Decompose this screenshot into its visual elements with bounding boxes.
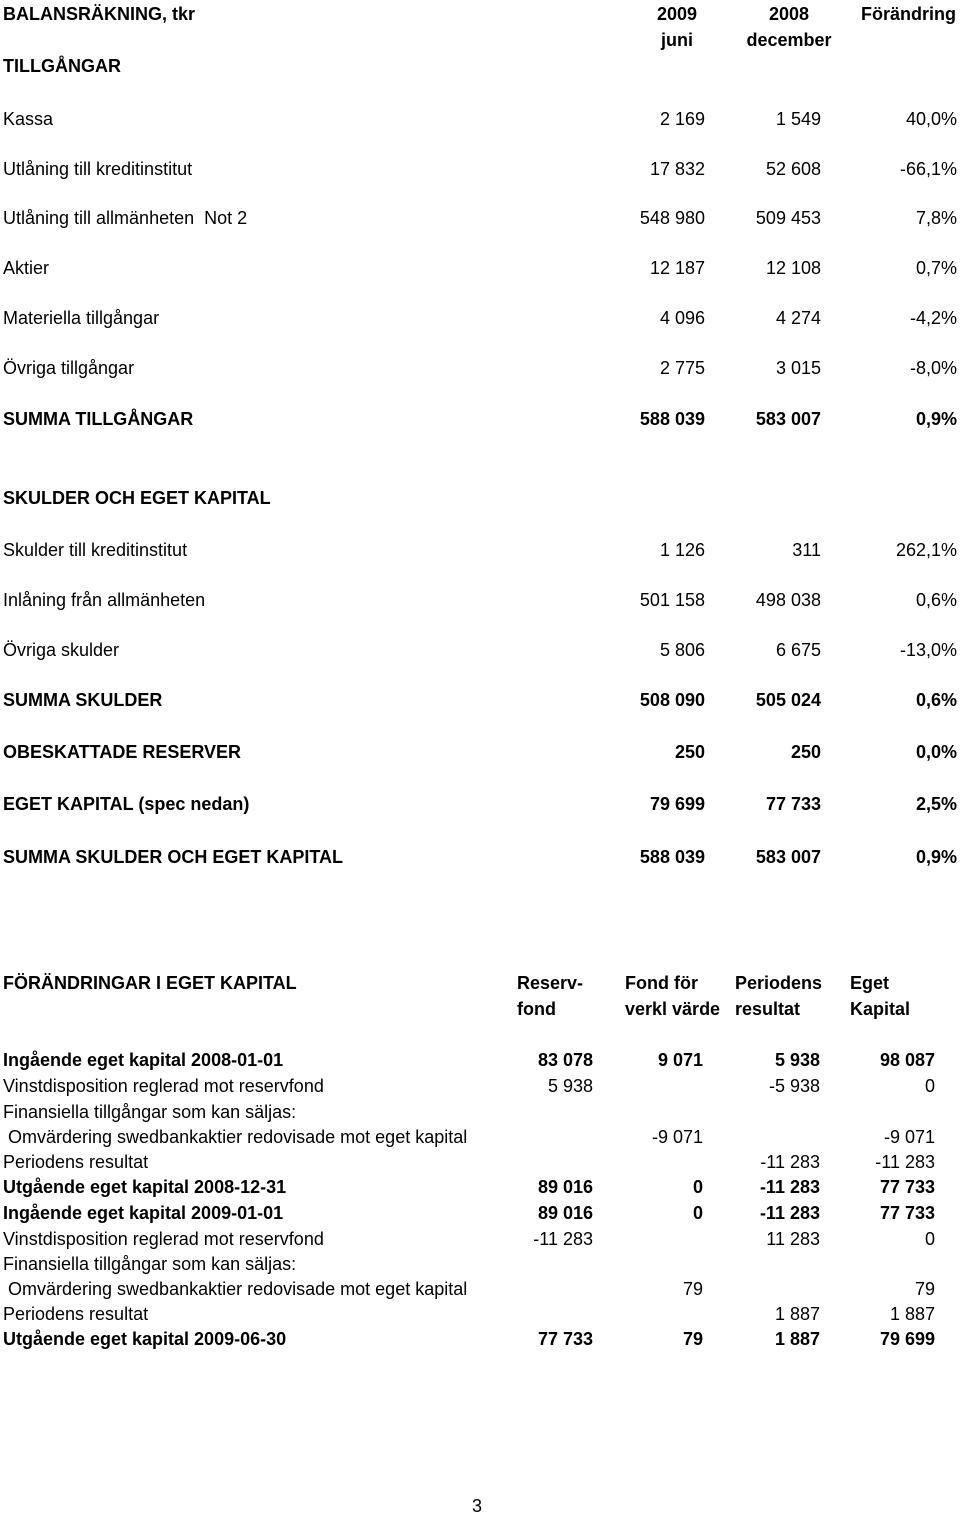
grand-total-row-value-2008: 583 007: [755, 847, 821, 867]
equity-row-fond: -9 071: [651, 1127, 703, 1147]
equity-row-eget: -9 071: [883, 1127, 935, 1147]
assets-total-row-label: SUMMA TILLGÅNGAR: [3, 409, 194, 429]
hdr-fond: Fond för: [625, 973, 698, 993]
asset-row-label: Utlåning till allmänheten Not 2: [3, 208, 248, 228]
asset-row-value-2008: 4 274: [775, 308, 821, 328]
reserves-row-change: 0,0%: [915, 742, 957, 762]
equity-row-period: 11 283: [766, 1229, 820, 1249]
equity-row-reserv: 77 733: [537, 1329, 593, 1349]
asset-row-label: Materiella tillgångar: [3, 308, 160, 328]
col-2008-subheader: december: [746, 30, 832, 50]
col-2009-subheader: juni: [661, 30, 693, 50]
asset-row-label: Kassa: [3, 109, 54, 129]
liability-row-value-2008: 311: [792, 540, 821, 560]
equity-row-fond: 9 071: [657, 1050, 703, 1070]
equity-row-value-2008: 77 733: [765, 794, 821, 814]
liability-row-label: Skulder till kreditinstitut: [3, 540, 188, 560]
equity-row-eget: 0: [924, 1076, 935, 1096]
hdr-eget-sub: Kapital: [850, 999, 911, 1019]
liability-row-value-2009: 1 126: [659, 540, 705, 560]
asset-row-change: -4,2%: [909, 308, 957, 328]
grand-total-row-label: SUMMA SKULDER OCH EGET KAPITAL: [3, 847, 343, 867]
equity-row-period: 5 938: [774, 1050, 820, 1070]
equity-changes-title: FÖRÄNDRINGAR I EGET KAPITAL: [3, 973, 297, 993]
asset-row-change: 7,8%: [915, 208, 957, 228]
liab-total-row-change: 0,6%: [915, 690, 957, 710]
liability-row-value-2009: 5 806: [659, 640, 705, 660]
reserves-row-value-2008: 250: [790, 742, 821, 762]
equity-row-label: Finansiella tillgångar som kan säljas:: [3, 1102, 297, 1122]
asset-row-value-2008: 509 453: [755, 208, 821, 228]
equity-row-eget: 77 733: [879, 1203, 935, 1223]
equity-row-label: Ingående eget kapital 2009-01-01: [3, 1203, 284, 1223]
equity-row-fond: 0: [692, 1177, 703, 1197]
equity-row-reserv: 5 938: [547, 1076, 593, 1096]
equity-row-label: Vinstdisposition reglerad mot reservfond: [3, 1076, 324, 1096]
page-number: 3: [471, 1496, 482, 1516]
equity-row-label: Utgående eget kapital 2009-06-30: [3, 1329, 287, 1349]
asset-row-value-2008: 1 549: [775, 109, 821, 129]
liability-row-change: 262,1%: [895, 540, 957, 560]
asset-row-change: 40,0%: [905, 109, 957, 129]
equity-row-label: EGET KAPITAL (spec nedan): [3, 794, 250, 814]
equity-row-label: Omvärdering swedbankaktier redovisade mot eget kapital: [3, 1279, 468, 1299]
hdr-fond-sub: verkl värde: [625, 999, 721, 1019]
equity-row-reserv: -11 283: [533, 1229, 593, 1249]
asset-row-value-2008: 52 608: [765, 159, 821, 179]
equity-row-fond: 0: [692, 1203, 703, 1223]
assets-heading: TILLGÅNGAR: [3, 56, 121, 76]
equity-row-reserv: 89 016: [537, 1203, 593, 1223]
asset-row-value-2009: 548 980: [639, 208, 705, 228]
asset-row-value-2009: 17 832: [649, 159, 705, 179]
balance-title: BALANSRÄKNING, tkr: [3, 4, 196, 24]
equity-row-fond: 79: [682, 1329, 703, 1349]
asset-row-value-2009: 2 169: [659, 109, 705, 129]
grand-total-row-change: 0,9%: [915, 847, 957, 867]
equity-row-eget: -11 283: [875, 1152, 935, 1172]
reserves-row-label: OBESKATTADE RESERVER: [3, 742, 242, 762]
equity-row-eget: 1 887: [889, 1304, 935, 1324]
liab-total-row-value-2008: 505 024: [755, 690, 821, 710]
equity-row-period: 1 887: [774, 1304, 820, 1324]
asset-row-value-2009: 2 775: [659, 358, 705, 378]
liab-total-row-label: SUMMA SKULDER: [3, 690, 163, 710]
equity-row-reserv: 89 016: [537, 1177, 593, 1197]
col-change-header: Förändring: [861, 4, 956, 24]
asset-row-label: Utlåning till kreditinstitut: [3, 159, 193, 179]
equity-row-reserv: 83 078: [537, 1050, 593, 1070]
equity-row-period: 1 887: [774, 1329, 820, 1349]
liability-row-value-2008: 498 038: [755, 590, 821, 610]
equity-row-label: Omvärdering swedbankaktier redovisade mot eget kapital: [3, 1127, 468, 1147]
asset-row-change: -8,0%: [909, 358, 957, 378]
asset-row-value-2009: 4 096: [659, 308, 705, 328]
hdr-eget: Eget: [850, 973, 890, 993]
hdr-reserv-sub: fond: [517, 999, 556, 1019]
equity-row-fond: 79: [682, 1279, 703, 1299]
col-2009-header: 2009: [656, 4, 698, 24]
col-2008-header: 2008: [768, 4, 810, 24]
assets-total-row-value-2008: 583 007: [755, 409, 821, 429]
reserves-row-value-2009: 250: [674, 742, 705, 762]
equity-row-eget: 79: [914, 1279, 935, 1299]
asset-row-value-2008: 3 015: [775, 358, 821, 378]
hdr-period: Periodens: [735, 973, 823, 993]
grand-total-row-value-2009: 588 039: [639, 847, 705, 867]
liability-row-label: Inlåning från allmänheten: [3, 590, 206, 610]
equity-row-change: 2,5%: [915, 794, 957, 814]
liability-row-value-2009: 501 158: [639, 590, 705, 610]
hdr-period-sub: resultat: [735, 999, 801, 1019]
asset-row-label: Övriga tillgångar: [3, 358, 135, 378]
asset-row-change: -66,1%: [899, 159, 957, 179]
asset-row-value-2009: 12 187: [649, 258, 705, 278]
equity-row-label: Vinstdisposition reglerad mot reservfond: [3, 1229, 324, 1249]
liab-total-row-value-2009: 508 090: [639, 690, 705, 710]
equity-row-eget: 79 699: [879, 1329, 935, 1349]
equity-row-label: Finansiella tillgångar som kan säljas:: [3, 1254, 297, 1274]
equity-row-label: Utgående eget kapital 2008-12-31: [3, 1177, 287, 1197]
equity-row-period: -11 283: [759, 1203, 820, 1223]
equity-row-eget: 77 733: [879, 1177, 935, 1197]
equity-row-eget: 98 087: [879, 1050, 935, 1070]
equity-row-value-2009: 79 699: [649, 794, 705, 814]
equity-row-eget: 0: [924, 1229, 935, 1249]
equity-row-label: Ingående eget kapital 2008-01-01: [3, 1050, 284, 1070]
asset-row-value-2008: 12 108: [765, 258, 821, 278]
equity-row-period: -5 938: [768, 1076, 820, 1096]
equity-row-label: Periodens resultat: [3, 1152, 149, 1172]
liability-row-change: -13,0%: [899, 640, 957, 660]
asset-row-label: Aktier: [3, 258, 50, 278]
assets-total-row-value-2009: 588 039: [639, 409, 705, 429]
equity-row-label: Periodens resultat: [3, 1304, 149, 1324]
equity-row-period: -11 283: [759, 1177, 820, 1197]
hdr-reserv: Reserv-: [517, 973, 584, 993]
liability-row-change: 0,6%: [915, 590, 957, 610]
liab-heading: SKULDER OCH EGET KAPITAL: [3, 488, 271, 508]
assets-total-row-change: 0,9%: [915, 409, 957, 429]
equity-row-period: -11 283: [760, 1152, 820, 1172]
liability-row-value-2008: 6 675: [775, 640, 821, 660]
liability-row-label: Övriga skulder: [3, 640, 120, 660]
asset-row-change: 0,7%: [915, 258, 957, 278]
